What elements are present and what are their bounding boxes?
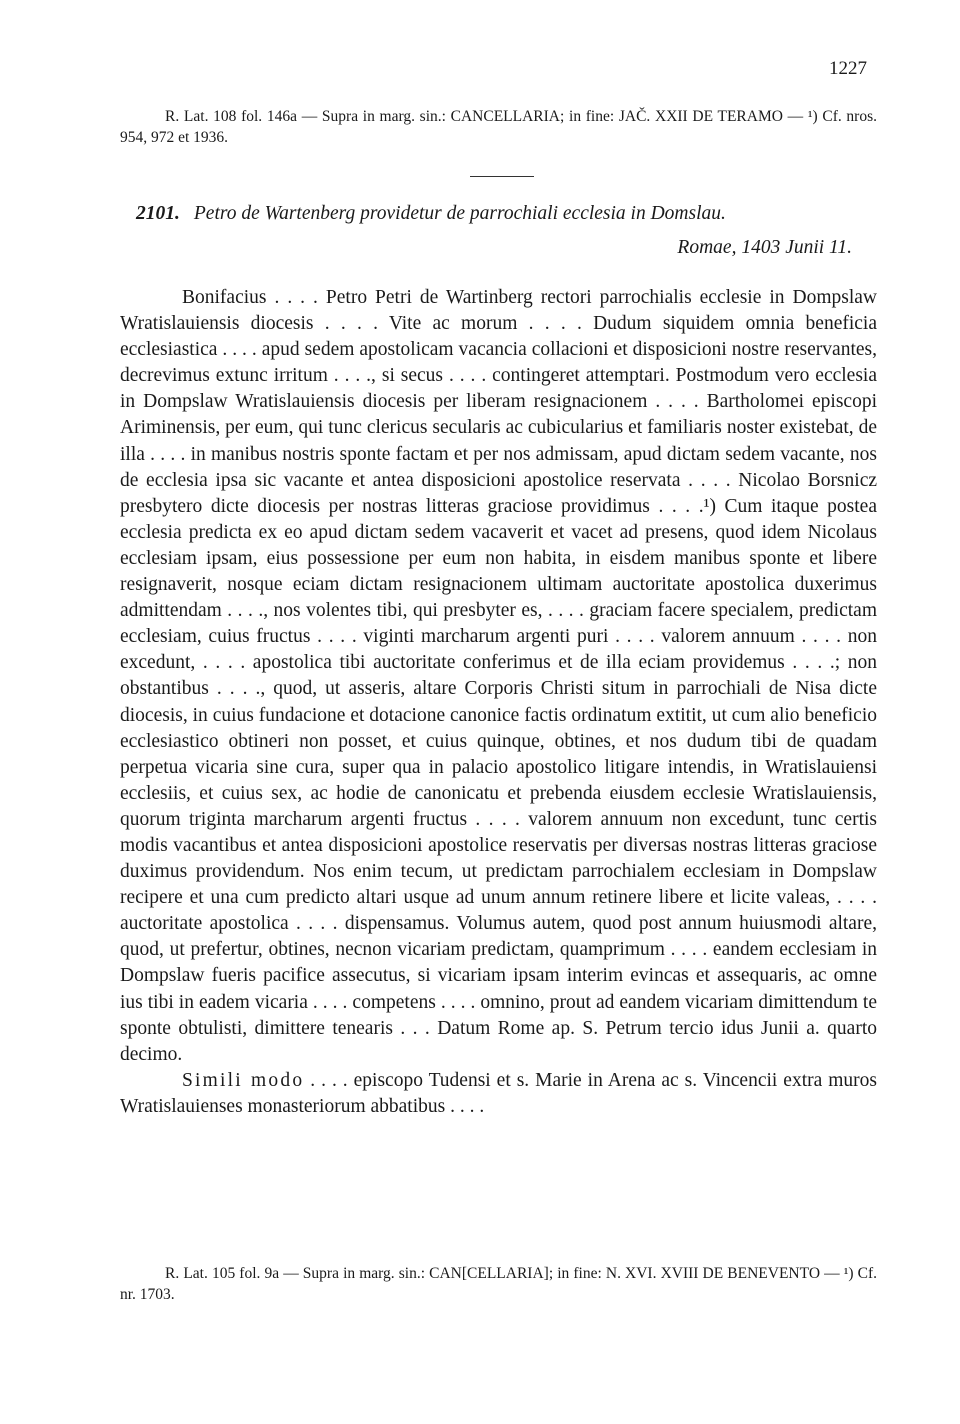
document-title: Petro de Wartenberg providetur de parrochiali ecclesia in Domslau. [193, 203, 726, 224]
similiter-label: Simili modo [182, 1069, 305, 1091]
top-footnote-text: R. Lat. 108 fol. 146a — Supra in marg. sin.: CANCELLARIA; in fine: JAČ. XXII DE TERAMO — ¹) Cf. nros. 954, 972 et 1936. [120, 108, 877, 146]
document-date: Romae, 1403 Junii 11. [677, 237, 852, 258]
document-body [120, 285, 877, 1120]
similiter-text: . . . . episcopo Tudensi et s. Marie in Arena ac s. Vincencii extra muros Wratislauienses monasteriorum abbatibus . . . . [120, 1069, 877, 1117]
similiter-paragraph [120, 1068, 877, 1120]
document-heading [120, 200, 877, 228]
page-number: 1227 [829, 58, 867, 79]
document-number: 2101. [136, 203, 180, 224]
bottom-footnote-text: R. Lat. 105 fol. 9a — Supra in marg. sin.: CAN[CELLARIA]; in fine: N. XVI. XVIII DE BENEVENTO — ¹) Cf. nr. 1703. [120, 1265, 877, 1303]
bottom-footnote [120, 1263, 877, 1305]
top-footnote [120, 106, 877, 148]
section-divider [470, 176, 534, 177]
body-paragraph: Bonifacius . . . . Petro Petri de Wartinberg rectori parrochialis ecclesie in Dompslaw Wratislauiensis diocesis . . . . Vite ac morum . . . . Dudum siquidem omnia beneficia ecclesiastica . . . . apud sedem apostolicam vacancia collacioni et disposicioni nostre reservantes, decrevimus extunc irritum . . . ., si secus . . . . contingeret attemptari. Postmodum vero ecclesia in Dompslaw Wratislauiensis diocesis per liberam resignacionem . . . . Bartholomei episcopi Ariminensis, per eum, qui tunc clericus secularis ac cubicularius et familiaris noster existebat, de illa . . . . in manibus nostris sponte factam et per nos admissam, apud dictam sedem vacante, nos de ecclesia ipsa sic vacante et antea disposicioni apostolice reservata . . . . Nicolao Borsnicz presbytero dicte diocesis per nostras litteras graciose providimus . . . .¹) Cum itaque postea ecclesia predicta ex eo apud dictam sedem vacaverit et vacet ad presens, quod idem Nicolaus ecclesiam ipsam, eius possessione per eum non habita, in eisdem manibus sponte et libere resignaverit, nosque eciam dictam resignacionem ultimam auctoritate apostolica duxerimus admittendam . . . ., nos volentes tibi, qui presbyter es, . . . . graciam facere specialem, predictam ecclesiam, cuius fructus . . . . viginti marcharum argenti puri . . . . valorem annuum . . . . non excedunt, . . . . apostolica tibi auctoritate conferimus et de illa eciam providemus . . . .; non obstantibus . . . ., quod, ut asseris, altare Corporis Christi situm in parrochiali de Nisa dicte diocesis, in cuius fundacione et dotacione canonice factis ordinatum extitit, ut cum alio beneficio ecclesiastico obtineri non posset, et cuius quinque, obtines, et nos dudum tibi de quadam perpetua vicaria sine cura, super qua in palacio apostolico litigare intendis, in Wratislauiensi ecclesiis, et cuius sex, ac hodie de canonicatu et prebenda eiusdem ecclesie Wratislauiensis, quorum triginta marcharum argenti fructus . . . . valorem annuum non excedunt, tunc certis modis vacantibus et antea disposicioni apostolice reservatis per diversas nostras litteras graciose duximus providendum. Nos enim tecum, ut predictam parrochialem ecclesiam in Dompslaw recipere et una cum predicto altari usque ad unum annum retinere libere et licite valeas, . . . . auctoritate apostolica . . . . dispensamus. Volumus autem, quod post annum huiusmodi altare, quod, ut prefertur, obtines, necnon vicariam predictam, quamprimum . . . . eandem ecclesiam in Dompslaw fueris pacifice assecutus, si vicariam ipsam interim evincas et assequaris, ac omne ius tibi in eadem vicaria . . . . competens . . . . omnino, prout ad eandem vicariam dimittendum te sponte obtulisti, dimittere tenearis . . . Datum Rome ap. S. Petrum tercio idus Junii a. quarto decimo. [120, 287, 877, 1065]
